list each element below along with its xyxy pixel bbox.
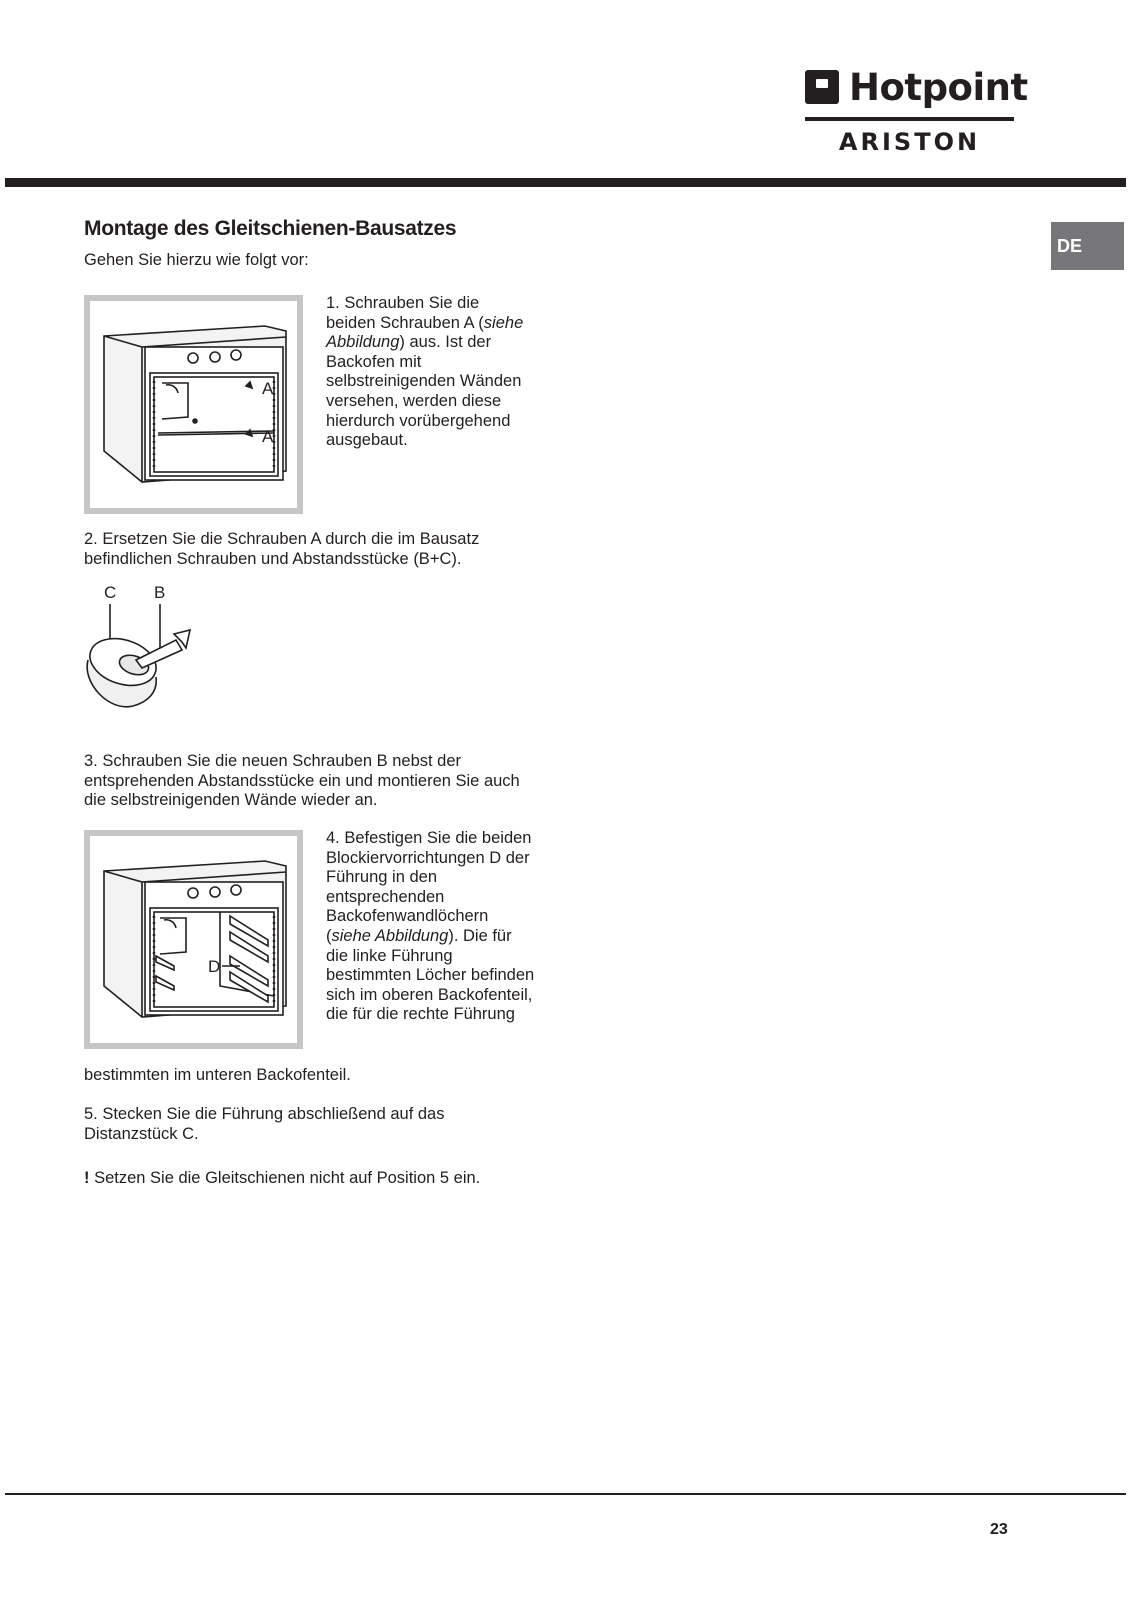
step-4-rest: ). Die für die linke Führung bestimmten Löcher befinden sich im oberen Backofenteil, die für die rechte Führung [326,926,535,1024]
section-title: Montage des Gleitschienen-Bausatzes [84,217,457,240]
warning-text: Setzen Sie die Gleitschienen nicht auf Position 5 ein. [89,1169,481,1187]
brand-logo [805,66,1028,108]
brand-name: Hotpoint [849,65,1028,109]
footer-rule [5,1493,1126,1495]
step-4-text [326,829,536,1025]
label-a-lower: A [262,427,274,446]
step-4-italic: siehe Abbildung [331,926,449,945]
label-b: B [154,583,166,602]
oven-illustration-1 [90,301,297,508]
label-a-upper: A [262,379,274,398]
step-1-rest: ) aus. Ist der Backofen mit selbstreinigenden Wänden versehen, werden diese hierdurch vorübergehend ausgebaut. [326,333,522,450]
step-4-lead: 4. Befestigen Sie die beiden Blockiervorrichtungen D der Führung in den entsprechenden Backofenwandlöchern ( [326,829,532,945]
intro-text: Gehen Sie hierzu wie folgt vor: [84,251,309,269]
screw-spacer-illustration [78,582,208,722]
brand-divider [805,117,1014,121]
step-1-italic: siehe Abbildung [326,313,524,352]
step-3-text: 3. Schrauben Sie die neuen Schrauben B nebst der entsprehenden Abstandsstücke ein und montieren Sie auch die selbstreinigenden Wände wieder an. [84,752,520,810]
step-4-tail: bestimmten im unteren Backofenteil. [84,1066,351,1084]
page-number: 23 [990,1521,1008,1538]
header-rule [5,178,1126,187]
oven-figure-screws-a [84,295,303,514]
step-1-lead: 1. Schrauben Sie die beiden Schrauben A ( [326,294,484,332]
brand-subname: ARISTON [838,128,981,156]
label-d: D [208,957,221,976]
hotpoint-logo-square-icon [805,70,839,104]
warning-note [84,1169,544,1189]
label-c: C [104,583,117,602]
oven-illustration-2 [90,836,297,1043]
step-1-text [326,294,526,451]
step-5-text: 5. Stecken Sie die Führung abschließend auf das Distanzstück C. [84,1105,445,1143]
oven-figure-blocking-d [84,830,303,1049]
language-tab: DE [1051,222,1124,270]
warning-icon: ! [84,1169,90,1187]
step-2-text: 2. Ersetzen Sie die Schrauben A durch die im Bausatz befindlichen Schrauben und Abstandsstücke (B+C). [84,530,480,568]
